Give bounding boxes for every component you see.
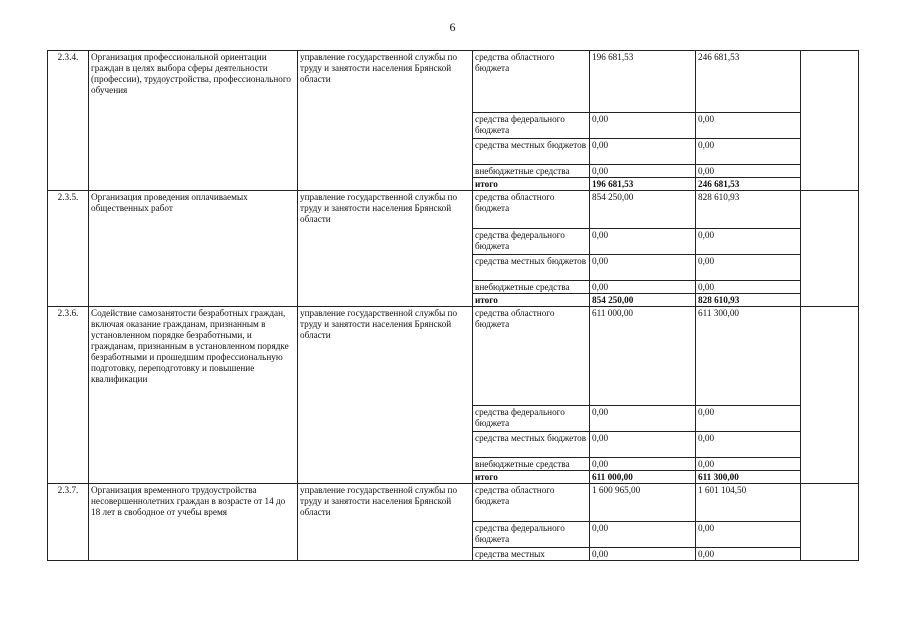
funding-source: внебюджетные средства bbox=[473, 165, 590, 178]
value-year-1: 0,00 bbox=[590, 432, 696, 458]
value-year-1: 0,00 bbox=[590, 406, 696, 432]
value-year-1: 0,00 bbox=[590, 522, 696, 548]
funding-source: средства областного бюджета bbox=[473, 307, 590, 406]
value-year-2: 0,00 bbox=[696, 458, 801, 471]
value-year-1: 0,00 bbox=[590, 139, 696, 165]
value-year-2: 246 681,53 bbox=[696, 51, 801, 113]
activity-name: Организация временного трудоустройства несовершеннолетних граждан в возрасте от 14 до 18 лет в свободное от учебы время bbox=[89, 484, 298, 561]
value-year-1: 0,00 bbox=[590, 229, 696, 255]
value-year-1: 854 250,00 bbox=[590, 191, 696, 229]
executor: управление государственной службы по труду и занятости населения Брянской области bbox=[298, 191, 473, 307]
funding-source-total: итого bbox=[473, 294, 590, 307]
row-number: 2.3.6. bbox=[48, 307, 89, 484]
funding-source: средства местных bbox=[473, 548, 590, 561]
value-year-1: 0,00 bbox=[590, 113, 696, 139]
funding-source: средства областного бюджета bbox=[473, 484, 590, 522]
executor: управление государственной службы по труду и занятости населения Брянской области bbox=[298, 51, 473, 191]
value-year-2: 828 610,93 bbox=[696, 191, 801, 229]
value-year-2: 0,00 bbox=[696, 281, 801, 294]
value-year-2: 0,00 bbox=[696, 522, 801, 548]
value-year-2: 0,00 bbox=[696, 139, 801, 165]
executor: управление государственной службы по труду и занятости населения Брянской области bbox=[298, 484, 473, 561]
value-year-1-total: 854 250,00 bbox=[590, 294, 696, 307]
funding-source: внебюджетные средства bbox=[473, 281, 590, 294]
empty-cell bbox=[801, 191, 859, 307]
value-year-2: 0,00 bbox=[696, 165, 801, 178]
value-year-2: 0,00 bbox=[696, 548, 801, 561]
value-year-2: 611 300,00 bbox=[696, 307, 801, 406]
activity-name: Организация проведения оплачиваемых общественных работ bbox=[89, 191, 298, 307]
funding-source: средства областного бюджета bbox=[473, 51, 590, 113]
value-year-2-total: 828 610,93 bbox=[696, 294, 801, 307]
activity-name: Организация профессиональной ориентации граждан в целях выбора сферы деятельности (профессии), трудоустройства, профессионального обучения bbox=[89, 51, 298, 191]
funding-source: средства федерального бюджета bbox=[473, 522, 590, 548]
funding-source: средства федерального бюджета bbox=[473, 229, 590, 255]
row-number: 2.3.4. bbox=[48, 51, 89, 191]
funding-source: средства местных бюджетов bbox=[473, 432, 590, 458]
value-year-1: 1 600 965,00 bbox=[590, 484, 696, 522]
activity-name: Содействие самозанятости безработных граждан, включая оказание гражданам, признанным в установленном порядке безработными, и гражданам, признанным в установленном порядке безработными и прошедшим профессиональную подготовку, переподготовку и повышение квалификации bbox=[89, 307, 298, 484]
table-row bbox=[48, 484, 859, 522]
value-year-1: 0,00 bbox=[590, 165, 696, 178]
funding-source-total: итого bbox=[473, 178, 590, 191]
table-row bbox=[48, 307, 859, 406]
funding-source: внебюджетные средства bbox=[473, 458, 590, 471]
funding-source: средства местных бюджетов bbox=[473, 139, 590, 165]
value-year-1: 0,00 bbox=[590, 458, 696, 471]
funding-source: средства местных бюджетов bbox=[473, 255, 590, 281]
value-year-2-total: 246 681,53 bbox=[696, 178, 801, 191]
value-year-2-total: 611 300,00 bbox=[696, 471, 801, 484]
value-year-2: 1 601 104,50 bbox=[696, 484, 801, 522]
value-year-2: 0,00 bbox=[696, 406, 801, 432]
funding-source: средства областного бюджета bbox=[473, 191, 590, 229]
value-year-1-total: 611 000,00 bbox=[590, 471, 696, 484]
value-year-1: 0,00 bbox=[590, 548, 696, 561]
funding-source: средства федерального бюджета bbox=[473, 406, 590, 432]
executor: управление государственной службы по труду и занятости населения Брянской области bbox=[298, 307, 473, 484]
value-year-2: 0,00 bbox=[696, 255, 801, 281]
value-year-2: 0,00 bbox=[696, 432, 801, 458]
value-year-1: 611 000,00 bbox=[590, 307, 696, 406]
empty-cell bbox=[801, 307, 859, 484]
value-year-1-total: 196 681,53 bbox=[590, 178, 696, 191]
table-row bbox=[48, 191, 859, 229]
value-year-1: 0,00 bbox=[590, 281, 696, 294]
funding-source: средства федерального бюджета bbox=[473, 113, 590, 139]
row-number: 2.3.7. bbox=[48, 484, 89, 561]
budget-table bbox=[47, 50, 859, 561]
empty-cell bbox=[801, 484, 859, 561]
value-year-1: 196 681,53 bbox=[590, 51, 696, 113]
value-year-1: 0,00 bbox=[590, 255, 696, 281]
empty-cell bbox=[801, 51, 859, 191]
funding-source-total: итого bbox=[473, 471, 590, 484]
value-year-2: 0,00 bbox=[696, 113, 801, 139]
page-number: 6 bbox=[449, 20, 456, 34]
value-year-2: 0,00 bbox=[696, 229, 801, 255]
row-number: 2.3.5. bbox=[48, 191, 89, 307]
table-row bbox=[48, 51, 859, 113]
